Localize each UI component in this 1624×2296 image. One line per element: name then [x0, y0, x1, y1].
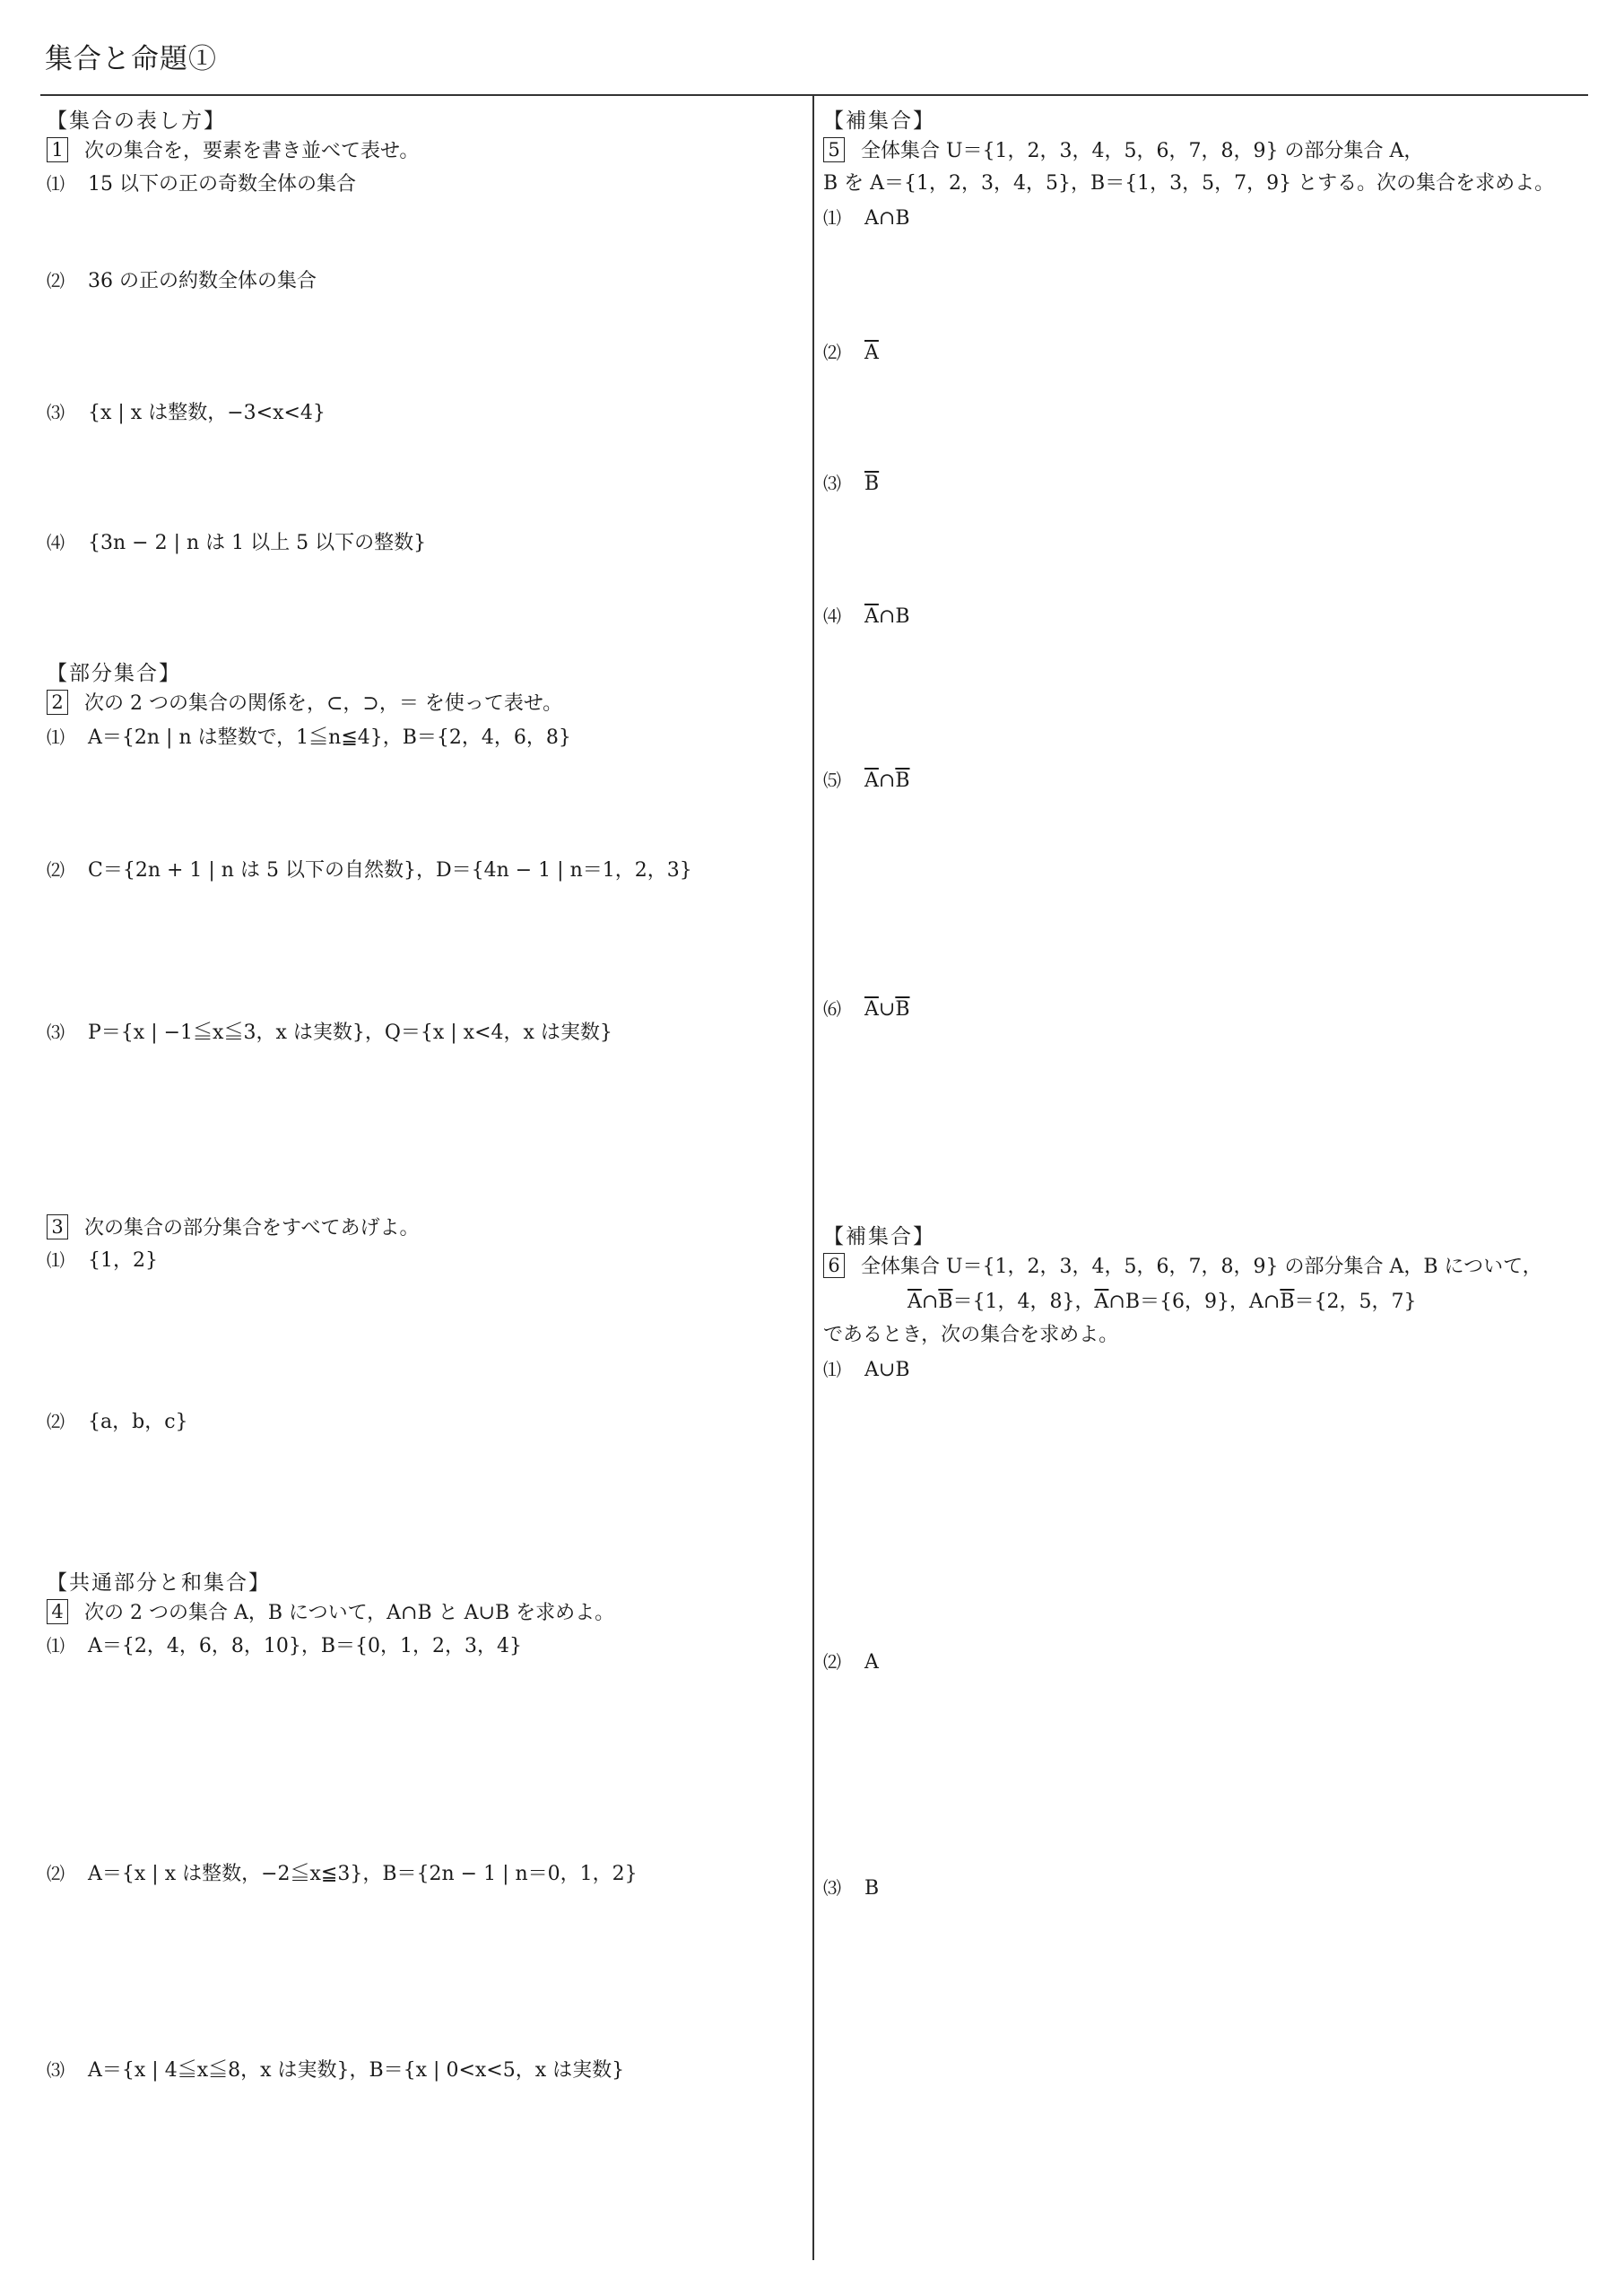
- question-label: ⑴: [823, 207, 841, 229]
- question-text: 15 以下の正の奇数全体の集合: [88, 173, 356, 196]
- question-label: ⑵: [47, 1863, 65, 1884]
- section-header-complement: 【補集合】: [823, 109, 935, 133]
- problem-6-instruction: [823, 1252, 1542, 1283]
- instruction-text: 次の集合を，要素を書き並べて表せ。: [84, 140, 420, 162]
- problem-1-question-1: [47, 169, 356, 200]
- question-text: A＝{x | 4≦x≦8，x は実数}，B＝{x | 0<x<5，x は実数}: [88, 2059, 625, 2082]
- problem-4-instruction: [47, 1598, 614, 1629]
- question-label: ⑶: [47, 2059, 65, 2081]
- question-label: ⑴: [47, 173, 65, 195]
- problem-1-instruction: [47, 136, 419, 167]
- question-text: 36 の正の約数全体の集合: [88, 270, 317, 292]
- problem-5-question-5: [823, 765, 910, 796]
- problem-3-question-1: [47, 1245, 158, 1276]
- complement-set: $\overline{B}$: [895, 770, 910, 792]
- section-header-set-notation: 【集合の表し方】: [47, 109, 226, 133]
- question-label: ⑵: [823, 342, 841, 363]
- question-text: P＝{x | −1≦x≦3，x は実数}，Q＝{x | x<4，x は実数}: [88, 1022, 612, 1044]
- question-label: ⑴: [47, 1635, 65, 1657]
- question-text: A∪B: [864, 1359, 910, 1381]
- problem-4-question-3: [47, 2055, 624, 2086]
- problem-2-instruction: [47, 689, 562, 719]
- question-text: {x | x は整数，−3<x<4}: [88, 402, 326, 424]
- complement-set: $\overline{A}$: [864, 770, 879, 792]
- complement-set: $\overline{A}$: [1094, 1291, 1109, 1313]
- set-expression: A∩: [1248, 1291, 1281, 1313]
- question-label: ⑴: [47, 1249, 65, 1271]
- question-text: A: [864, 1651, 879, 1674]
- instruction-text: 次の集合の部分集合をすべてあげよ。: [84, 1217, 420, 1239]
- problem-1-question-4: [47, 527, 426, 559]
- problem-number-box: 4: [47, 1599, 68, 1624]
- problem-5-question-4: [823, 601, 910, 632]
- question-label: ⑹: [823, 998, 841, 1020]
- problem-5-question-3: [823, 468, 879, 500]
- problem-2-question-1: [47, 722, 571, 753]
- instruction-text: 次の 2 つの集合 A，B について，A∩B と A∪B を求めよ。: [84, 1602, 615, 1624]
- problem-6-question-3: [823, 1873, 879, 1904]
- question-text: B: [864, 1877, 880, 1900]
- question-label: ⑵: [823, 1651, 841, 1673]
- question-label: ⑶: [47, 1022, 65, 1043]
- problem-3-question-2: [47, 1406, 188, 1438]
- complement-set: $\overline{B}$: [1280, 1291, 1295, 1313]
- question-label: ⑷: [823, 605, 841, 627]
- question-label: ⑶: [823, 473, 841, 494]
- problem-2-question-3: [47, 1017, 612, 1048]
- problem-number-box: 3: [47, 1214, 68, 1239]
- question-label: ⑶: [47, 402, 65, 423]
- problem-5-question-2: [823, 337, 879, 369]
- complement-set: $\overline{B}$: [864, 473, 880, 495]
- problem-5-question-1: [823, 203, 910, 234]
- question-text: {1，2}: [88, 1249, 158, 1272]
- instruction-text: 次の 2 つの集合の関係を，⊂，⊃，＝ を使って表せ。: [84, 692, 563, 715]
- problem-3-instruction: [47, 1213, 420, 1244]
- problem-6-conditions: [908, 1287, 1416, 1318]
- problem-5-instruction-line-2: B を A＝{1，2，3，4，5}，B＝{1，3，5，7，9} とする。次の集合を求めよ。: [823, 172, 1555, 195]
- question-text: A∩B: [864, 207, 910, 230]
- problem-6-question-2: [823, 1647, 879, 1678]
- question-text: {3n − 2 | n は 1 以上 5 以下の整数}: [88, 532, 427, 554]
- complement-set: $\overline{B}$: [895, 998, 910, 1021]
- section-header-subsets: 【部分集合】: [47, 662, 181, 685]
- question-text: C＝{2n + 1 | n は 5 以下の自然数}，D＝{4n − 1 | n＝1，2，3}: [88, 859, 692, 882]
- problem-1-question-2: [47, 265, 317, 297]
- complement-set: $\overline{A}$: [864, 998, 879, 1021]
- condition-value: ＝{2，5，7}: [1294, 1291, 1417, 1313]
- page-title: 集合と命題①: [45, 43, 217, 75]
- problem-5-question-6: [823, 994, 910, 1025]
- question-text: {a，b，c}: [88, 1411, 188, 1433]
- problem-5-instruction: [823, 136, 1423, 167]
- problem-number-box: 2: [47, 690, 68, 715]
- problem-6-question-1: [823, 1354, 910, 1386]
- question-label: ⑴: [823, 1359, 841, 1380]
- question-text: A＝{x | x は整数，−2≦x≦3}，B＝{2n − 1 | n＝0，1，2}: [88, 1863, 638, 1885]
- problem-1-question-3: [47, 397, 326, 429]
- problem-number-box: 5: [823, 137, 845, 162]
- complement-set: $\overline{B}$: [938, 1291, 953, 1313]
- set-operator: ∩: [921, 1291, 939, 1313]
- set-operator: ∩: [878, 770, 896, 792]
- condition-value: ＝{1，4，8}，: [952, 1291, 1095, 1313]
- complement-set: $\overline{A}$: [864, 605, 879, 628]
- question-label: ⑷: [47, 532, 65, 553]
- instruction-text: 全体集合 U＝{1，2，3，4，5，6，7，8，9} の部分集合 A，: [861, 140, 1424, 162]
- set-operator: ∪: [878, 998, 896, 1021]
- question-label: ⑸: [823, 770, 841, 791]
- problem-6-instruction-line-3: であるとき，次の集合を求めよ。: [823, 1324, 1119, 1346]
- complement-set: $\overline{A}$: [864, 342, 879, 364]
- instruction-text: 全体集合 U＝{1，2，3，4，5，6，7，8，9} の部分集合 A，B について，: [861, 1256, 1542, 1278]
- problem-number-box: 1: [47, 137, 68, 162]
- condition-value: ∩B＝{6，9}，: [1108, 1291, 1249, 1313]
- question-label: ⑵: [47, 859, 65, 881]
- question-label: ⑴: [47, 726, 65, 748]
- column-divider: [812, 94, 814, 2260]
- set-expression: ∩B: [878, 605, 910, 628]
- section-header-complement-2: 【補集合】: [823, 1225, 935, 1248]
- problem-4-question-1: [47, 1631, 522, 1662]
- question-label: ⑵: [47, 270, 65, 291]
- problem-number-box: 6: [823, 1253, 845, 1278]
- title-divider: [40, 94, 1588, 96]
- question-text: A＝{2，4，6，8，10}，B＝{0，1，2，3，4}: [88, 1635, 523, 1657]
- question-label: ⑵: [47, 1411, 65, 1432]
- problem-4-question-2: [47, 1858, 638, 1890]
- question-label: ⑶: [823, 1877, 841, 1899]
- complement-set: $\overline{A}$: [908, 1291, 922, 1313]
- question-text: A＝{2n | n は整数で，1≦n≦4}，B＝{2，4，6，8}: [88, 726, 571, 749]
- section-header-intersection-union: 【共通部分と和集合】: [47, 1571, 271, 1595]
- problem-2-question-2: [47, 855, 692, 886]
